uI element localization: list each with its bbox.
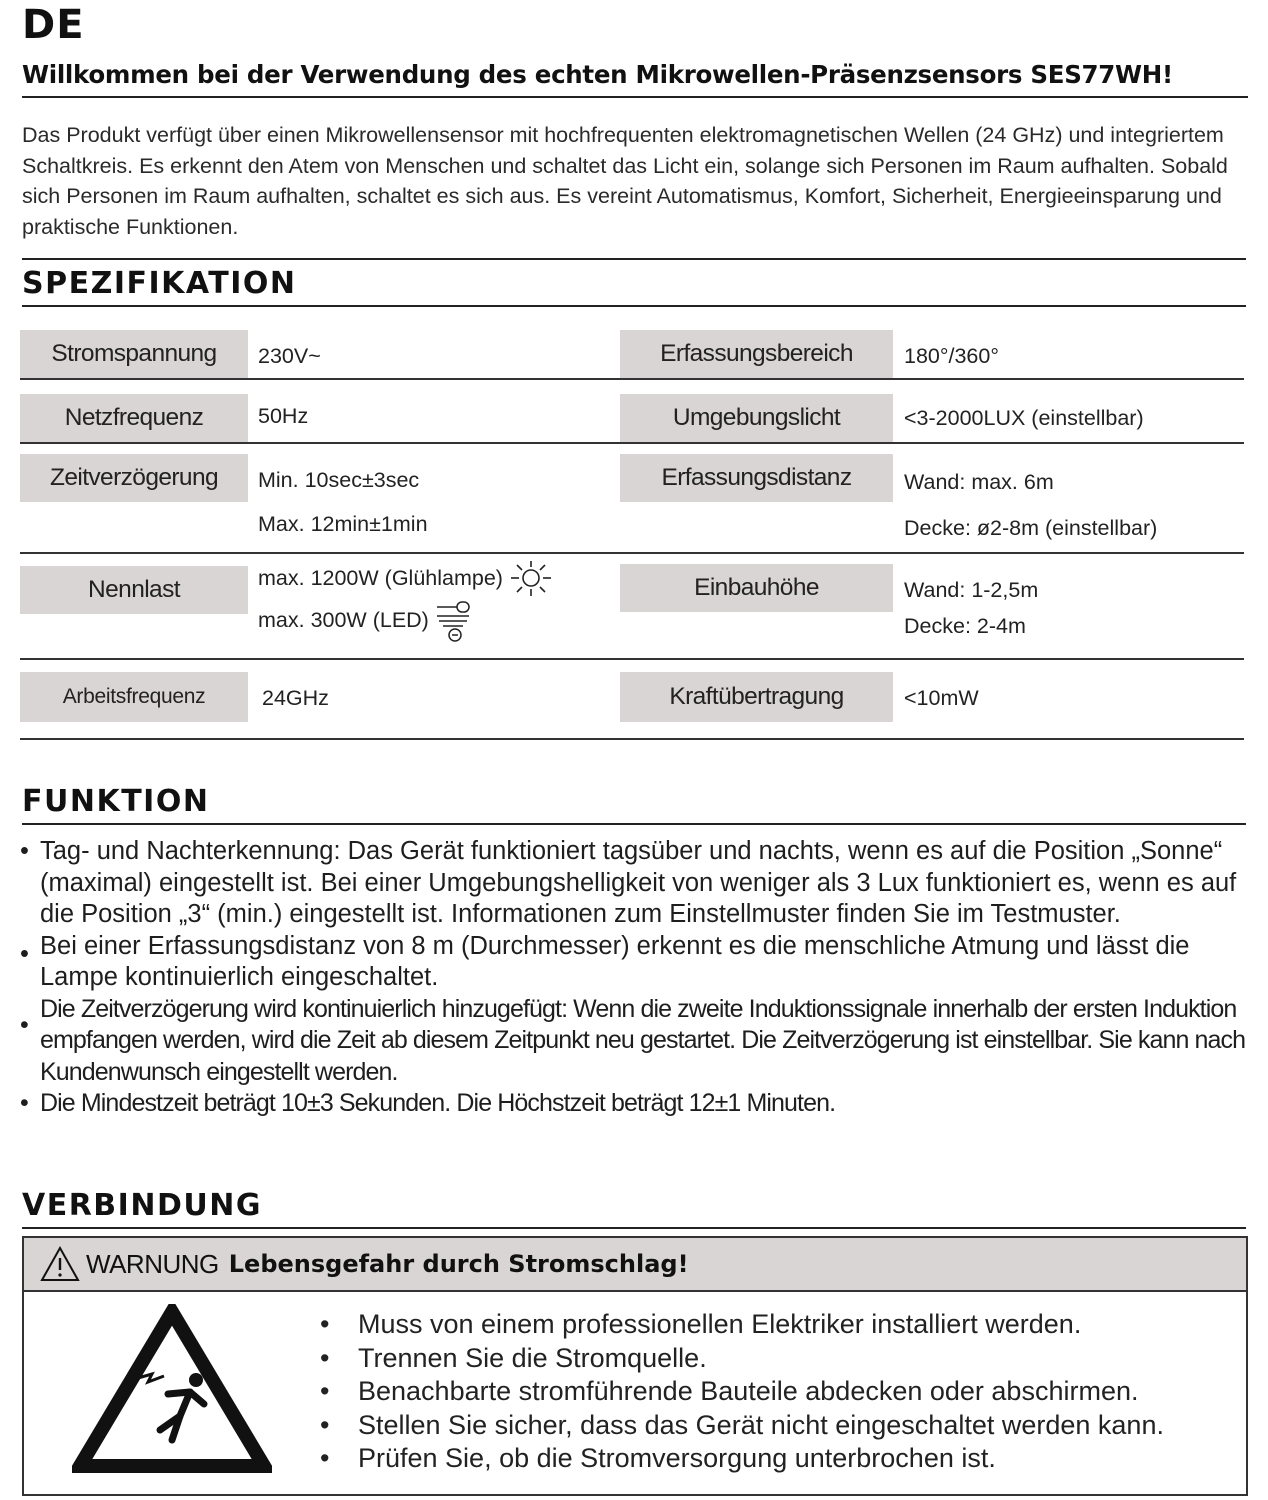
- spec-label: Umgebungslicht: [620, 394, 893, 442]
- connection-section-header: [22, 1188, 1246, 1229]
- spec-value: Wand: 1-2,5m: [904, 578, 1039, 602]
- bullet: •: [20, 1010, 28, 1039]
- warning-bar: [24, 1238, 1246, 1292]
- spec-value: Min. 10sec±3sec: [258, 468, 420, 492]
- spec-value-text: max. 300W (LED): [258, 608, 429, 632]
- spec-label: Zeitverzögerung: [20, 454, 248, 502]
- function-section-header: [22, 784, 1246, 825]
- list-item: • Benachbarte stromführende Bauteile abdecken oder abschirmen.: [316, 1375, 1164, 1409]
- bullet: •: [20, 1089, 28, 1117]
- warning-keyword: WARNUNG: [86, 1248, 219, 1279]
- list-item-text: Die Zeitverzögerung wird kontinuierlich hinzugefügt: Wenn die zweite Induktionssignale innerhalb der ersten Induktion empfangen werden, wird die Zeit ab diesem Zeitpunkt neu gestartet. Die Zeitverzögerung ist einstellbar. Sie kann nach Kundenwunsch eingestellt werden.: [40, 994, 1246, 1086]
- warning-message: Lebensgefahr durch Stromschlag!: [228, 1250, 689, 1278]
- connection-heading: VERBINDUNG: [22, 1188, 262, 1223]
- warning-list: [316, 1308, 1164, 1476]
- list-item: • Prüfen Sie, ob die Stromversorgung unterbrochen ist.: [316, 1442, 1164, 1476]
- bullet: •: [20, 837, 29, 865]
- spec-label: Nennlast: [20, 566, 248, 614]
- spec-value: [258, 556, 553, 600]
- led-lamp-icon: [435, 599, 475, 643]
- spec-value: Wand: max. 6m: [904, 470, 1054, 494]
- spec-value: Decke: ø2-8m (einstellbar): [904, 516, 1158, 540]
- spec-row: [20, 444, 1244, 554]
- spec-label: Kraftübertragung: [620, 672, 893, 722]
- incandescent-bulb-icon: [509, 559, 553, 599]
- spec-row: [20, 390, 1244, 444]
- function-heading: FUNKTION: [22, 784, 210, 819]
- warning-box: [22, 1236, 1248, 1496]
- spec-value: 180°/360°: [904, 344, 999, 368]
- spec-value-text: max. 1200W (Glühlampe): [258, 566, 503, 590]
- spec-row: [20, 552, 1244, 660]
- spec-value: <3-2000LUX (einstellbar): [904, 406, 1144, 430]
- list-item: • Muss von einem professionellen Elektriker installiert werden.: [316, 1308, 1164, 1342]
- list-item: • Trennen Sie die Stromquelle.: [316, 1342, 1164, 1376]
- spec-value: 230V~: [258, 344, 321, 368]
- spec-value: [258, 598, 475, 643]
- warning-triangle-icon: [40, 1246, 80, 1282]
- spec-heading: SPEZIFIKATION: [22, 266, 297, 301]
- spec-value: 50Hz: [258, 404, 309, 428]
- language-code: DE: [22, 2, 85, 48]
- list-item: [20, 994, 1246, 1089]
- spec-row: [20, 658, 1244, 740]
- list-item: • Stellen Sie sicher, dass das Gerät nicht eingeschaltet werden kann.: [316, 1409, 1164, 1443]
- list-item-text: Tag- und Nachterkennung: Das Gerät funktioniert tagsüber und nachts, wenn es auf die Position „Sonne“ (maximal) eingestellt ist. Bei einer Umgebungshelligkeit von weniger als 3 Lux funktioniert es, wenn es auf die Position „3“ (min.) eingestellt ist. Informationen zum Einstellmuster finden Sie im Testmuster.: [40, 837, 1237, 928]
- list-item: [20, 931, 1246, 994]
- bullet: •: [20, 939, 29, 968]
- spec-label: Arbeitsfrequenz: [20, 672, 248, 722]
- page-title: Willkommen bei der Verwendung des echten Mikrowellen-Präsenzsensors SES77WH!: [22, 60, 1248, 98]
- list-item-text: Bei einer Erfassungsdistanz von 8 m (Durchmesser) erkennt es die menschliche Atmung und lässt die Lampe kontinuierlich eingeschaltet.: [40, 931, 1190, 991]
- spec-label: Erfassungsbereich: [620, 330, 893, 378]
- spec-label: Erfassungsdistanz: [620, 454, 893, 502]
- list-item: [20, 1088, 1246, 1120]
- electric-shock-hazard-icon: [72, 1304, 272, 1474]
- list-item: [20, 836, 1246, 931]
- spec-value: <10mW: [904, 686, 979, 710]
- intro-paragraph: Das Produkt verfügt über einen Mikrowellensensor mit hochfrequenten elektromagnetischen Wellen (24 GHz) und integriertem Schaltkreis. Es erkennt den Atem von Menschen und schaltet das Licht ein, solange sich Personen im Raum aufhalten. Sobald sich Personen im Raum aufhalten, schaltet es sich aus. Es vereint Automatismus, Komfort, Sicherheit, Energieeinsparung und praktische Funktionen.: [22, 123, 1228, 239]
- spec-value: Max. 12min±1min: [258, 512, 428, 536]
- function-list: [20, 836, 1246, 1120]
- spec-value: 24GHz: [262, 686, 329, 710]
- spec-value: Decke: 2-4m: [904, 614, 1026, 638]
- spec-row: [20, 330, 1244, 380]
- spec-label: Stromspannung: [20, 330, 248, 378]
- spec-label: Netzfrequenz: [20, 394, 248, 442]
- list-item-text: Die Mindestzeit beträgt 10±3 Sekunden. Die Höchstzeit beträgt 12±1 Minuten.: [40, 1089, 836, 1117]
- spec-section-header: [22, 258, 1246, 307]
- spec-label: Einbauhöhe: [620, 564, 893, 612]
